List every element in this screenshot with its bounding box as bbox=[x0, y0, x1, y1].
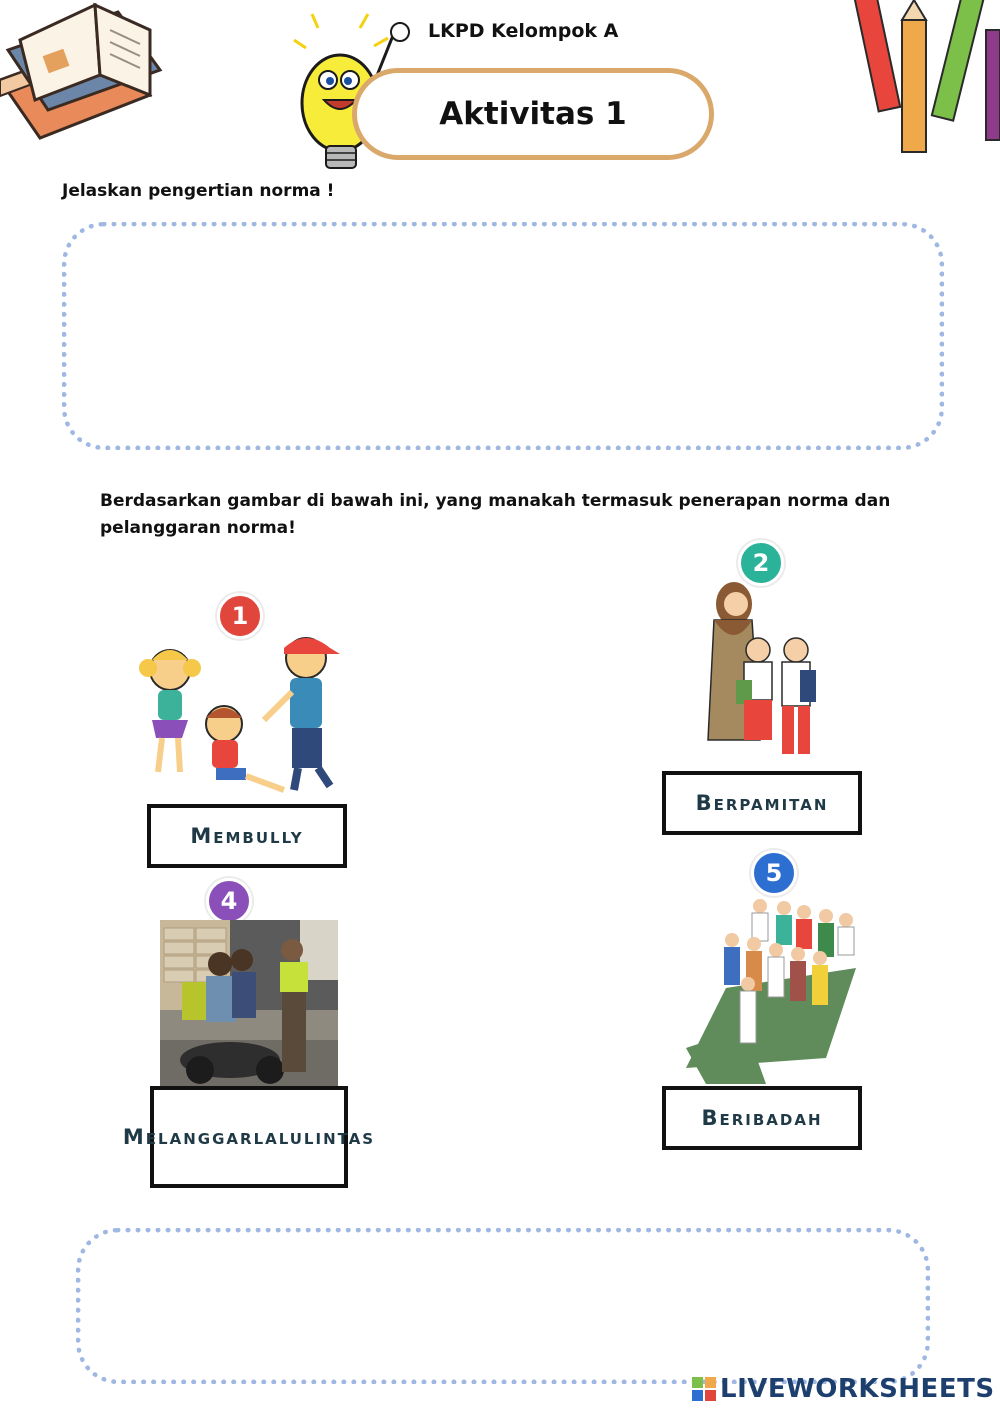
pencils-illustration bbox=[850, 0, 1000, 160]
label-line-2: lalulintas bbox=[253, 1125, 376, 1149]
worship-illustration bbox=[686, 898, 862, 1084]
saying-goodbye-illustration bbox=[700, 580, 830, 762]
traffic-violation-photo bbox=[160, 920, 338, 1088]
label-berpamitan: Berpamitan bbox=[662, 771, 862, 835]
title-pill bbox=[352, 68, 714, 160]
answer-box-1[interactable] bbox=[62, 222, 944, 450]
question-1-prompt: Jelaskan pengertian norma ! bbox=[62, 181, 335, 201]
page-title: Aktivitas 1 bbox=[439, 96, 627, 132]
number-badge-2: 2 bbox=[738, 540, 784, 586]
number-badge-5: 5 bbox=[751, 850, 797, 896]
question-2-prompt: Berdasarkan gambar di bawah ini, yang manakah termasuk penerapan norma dan pelanggaran norma! bbox=[100, 491, 891, 538]
label-melanggar-lalulintas bbox=[122, 1086, 376, 1188]
liveworksheets-logo-icon bbox=[692, 1377, 716, 1401]
number-badge-1: 1 bbox=[217, 593, 263, 639]
books-illustration bbox=[0, 0, 180, 140]
label-membully: Membully bbox=[147, 804, 347, 868]
answer-box-2[interactable] bbox=[76, 1228, 930, 1384]
brand-text: LIVEWORKSHEETS bbox=[720, 1374, 995, 1404]
label-line-1: Melanggar bbox=[122, 1125, 254, 1149]
bullying-illustration bbox=[134, 634, 354, 804]
liveworksheets-brand bbox=[692, 1374, 995, 1404]
worksheet-group-label: LKPD Kelompok A bbox=[428, 20, 619, 42]
number-badge-4: 4 bbox=[206, 878, 252, 924]
label-beribadah: Beribadah bbox=[662, 1086, 862, 1150]
